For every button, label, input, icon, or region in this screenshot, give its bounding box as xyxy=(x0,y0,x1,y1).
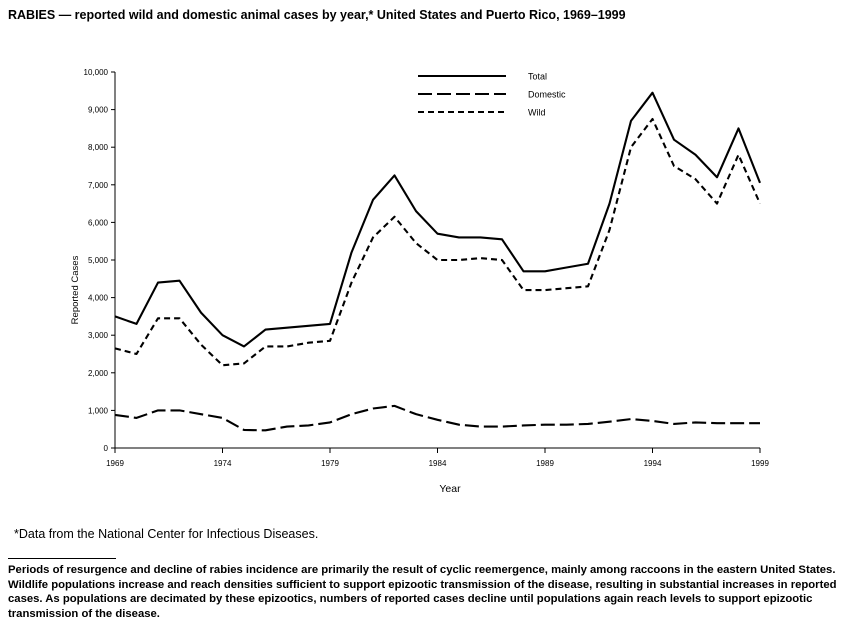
y-axis-tick-label: 0 xyxy=(103,444,108,453)
chart-legend xyxy=(418,72,566,118)
y-axis-tick-label: 10,000 xyxy=(83,68,108,77)
x-axis-tick-label: 1984 xyxy=(428,459,447,468)
y-axis-tick-label: 8,000 xyxy=(87,143,108,153)
x-axis-tick-label: 1974 xyxy=(213,459,232,468)
page-title: RABIES — reported wild and domestic animal cases by year,* United States and Puerto Rico, 1969–1999 xyxy=(8,8,626,22)
x-axis-tick-label: 1994 xyxy=(643,459,662,468)
x-axis-tick-label: 1969 xyxy=(106,459,124,468)
y-axis-tick-label: 2,000 xyxy=(87,368,108,378)
legend-label-wild: Wild xyxy=(528,107,546,118)
series-line-total xyxy=(115,93,760,347)
note-divider xyxy=(8,558,116,559)
y-axis-tick-label: 6,000 xyxy=(87,218,108,228)
series-line-domestic xyxy=(115,406,760,430)
explanatory-note: Periods of resurgence and decline of rabies incidence are primarily the result of cyclic reemergence, mainly among raccoons in the eastern United States. Wildlife populations increase and reach densities sufficient to support epizootic transmission of the disease, resulting in substantial increases in reported cases. As populations are decimated by these epizootics, numbers of reported cases decline until populations again reach levels to support epizootic transmission of the disease. xyxy=(8,564,837,620)
legend-label-total: Total xyxy=(528,71,548,82)
x-axis-tick-label: 1989 xyxy=(536,459,554,468)
series-line-wild xyxy=(115,119,760,365)
y-axis-tick-label: 3,000 xyxy=(87,331,108,341)
x-axis-label: Year xyxy=(439,483,461,495)
rabies-line-chart xyxy=(0,40,861,500)
legend-label-domestic: Domestic xyxy=(528,89,566,100)
y-axis-tick-labels xyxy=(84,68,109,453)
chart-canvas xyxy=(0,40,861,500)
chart-axes xyxy=(111,72,760,453)
x-axis-tick-label: 1999 xyxy=(751,459,769,468)
data-source-footnote: *Data from the National Center for Infectious Diseases. xyxy=(14,527,319,541)
y-axis-tick-label: 4,000 xyxy=(87,293,108,303)
y-axis-tick-label: 1,000 xyxy=(87,406,108,416)
y-axis-label: Reported Cases xyxy=(70,255,81,325)
chart-series-group xyxy=(115,93,760,431)
x-axis-tick-labels xyxy=(106,459,769,468)
y-axis-tick-label: 9,000 xyxy=(87,105,108,115)
y-axis-tick-label: 5,000 xyxy=(87,256,108,265)
y-axis-tick-label: 7,000 xyxy=(87,180,108,190)
x-axis-tick-label: 1979 xyxy=(321,459,339,468)
